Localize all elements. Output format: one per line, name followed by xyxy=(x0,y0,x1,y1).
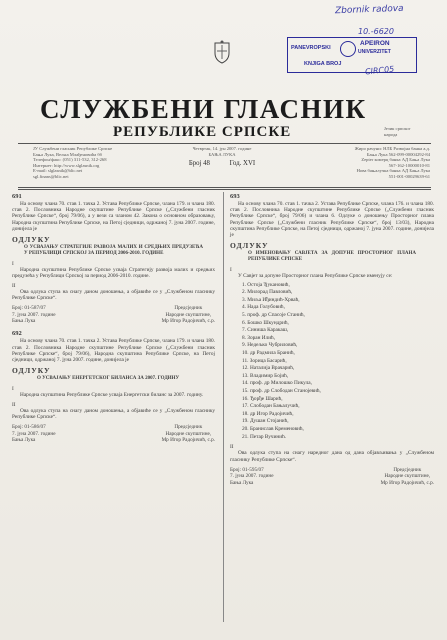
list-item: 15. проф. др Слободан Станојевић, xyxy=(242,387,321,394)
signature-block: Број: 01-587/07 7. јуна 2007. године Бања Лука Предсједник Народне скупштине, Мр Игор Радојичић, с.р. xyxy=(12,305,215,325)
signature-block: Број: 01-595/07 7. јуна 2007. године Бања Лука Предсједник Народне скупштине, Мр Игор Радојичић, с.р. xyxy=(230,466,434,486)
coat-of-arms-icon xyxy=(212,40,232,64)
library-stamp xyxy=(287,37,417,73)
stamp-right-mid-text: UNIVERZITET xyxy=(358,49,391,55)
page-subtitle: РЕПУБЛИКЕ СРПСКЕ xyxy=(113,124,292,140)
handwritten-note: Zbornik radova xyxy=(334,3,404,17)
issue-number: Број 48 Год. XVI xyxy=(188,160,256,168)
stamp-left-text: PANEVROPSKI xyxy=(291,45,331,51)
list-item: 5. проф. др Спасоје Станић, xyxy=(242,312,305,318)
stamp-bottom-text: KNJIGA BROJ xyxy=(304,61,342,67)
list-item: 20. Бранислав Кременовић, xyxy=(242,425,304,432)
publisher-info: ЈУ Службени гласник Републике Српске Бања Лука, Вељка Млађеновића бб Телефон/факс: (051) 311-532, 312-268 Интернет: http://www.slglasnik.org E-mail: slglasnik@blic.net sgl.finans@blic.net xyxy=(33,146,113,179)
left-column: 691 На основу члана 70. став 1. тачка 2. Устава Републике Српске, члана 179. и члана 180. став 2. Пословника Народне скупштине Републике Српске („Службени гласник Републике Српске“, број 79/06), а у вези са чланом 42. Закона о основном образовању, Народна скупштина Републике Српске, на Петој сједници, одржаној 7. јуна 2007. године, донијела је ОДЛУКУ О УСВАЈАЊУ СТРАТЕГИЈЕ РАЗВОЈА МАЛИХ И СРЕДЊИХ ПРЕДУЗЕЋА У РЕПУБЛИЦИ СРПСКОЈ ЗА ПЕРИОД 2006-2010. ГОДИНЕ I Народна скупштина Републике Српске усваја Стратегију развоја малих и средњих предузећа у Републици Српској за период 2006-2010. године. II Ова одлука ступа на снагу даном доношења, а објавиће се у „Службеном гласнику Републике Српске“. Број: 01-587/07 7. јуна 2007. године Бања Лука Предсједник Народне скупштине, Мр Игор Радојичић, с.р. 692 На основу члана 70. став 1. тачка 2. Устава Републике Српске, члана 179. и члана 180. став 2. Пословника Народне скупштине Републике Српске („Службени гласник Републике Српске“, број 79/06), Народна скупштина Републике Српске, на Петој сједници, одржаној 7. јуна 2007. године, донијела је ОДЛУКУ О УСВАЈАЊУ ЕНЕРГЕТСКОГ БИЛАНСА ЗА 2007. ГОДИНУ I Народна скупштина Републике Српске усваја Енергетски биланс за 2007. годину. II Ова одлука ступа на снагу даном доношења, а објавиће се у „Службеном гласнику Републике Српске“. Број: 01-586/07 7. јуна 2007. године Бања Лука Предсједник Народне скупштине, Мр Игор Радојичић, с.р. xyxy=(12,193,215,444)
list-item: 7. Синиша Каракаш, xyxy=(242,327,289,334)
language-note: Језик српског народа xyxy=(384,126,411,137)
list-item: 19. Душан Стојанић, xyxy=(242,418,289,425)
list-item: 11. Зорица Басарић, xyxy=(242,357,287,364)
list-item: 21. Петар Вучинић. xyxy=(242,433,287,440)
act-preamble: На основу члана 70. став 1. тачка 2. Устава Републике Српске, члана 179. и члана 180. став 2. Пословника Народне скупштине Републике Српске („Службени гласник Републике Српске“, број 79/06), а у вези са чланом 42. Закона о основном образовању, Народна скупштина Републике Српске, на Петој сједници, одржаној 7. јуна 2007. године, донијела је xyxy=(12,201,215,232)
list-item: 4. Нада Голубовић, xyxy=(242,304,285,311)
act-heading: ОДЛУКУ xyxy=(12,366,51,376)
handwritten-number: 10.-6620 xyxy=(358,27,394,36)
member-list xyxy=(230,282,434,441)
list-item: 2. Милорад Павловић, xyxy=(242,289,293,296)
list-item: 18. др Игор Радојичић, xyxy=(242,410,294,417)
act-heading: ОДЛУКУ xyxy=(12,235,51,245)
act-subject: О УСВАЈАЊУ ЕНЕРГЕТСКОГ БИЛАНСА ЗА 2007. ГОДИНУ xyxy=(37,376,180,382)
handwritten-code: CIRC05 xyxy=(364,64,395,77)
list-item: 14. проф. др Милошко Пикула, xyxy=(242,380,312,387)
list-item: 16. Ђорђе Шарић, xyxy=(242,395,283,402)
act-number: 691 xyxy=(12,193,22,200)
act-number: 692 xyxy=(12,330,22,338)
page-title: СЛУЖБЕНИ ГЛАСНИК xyxy=(40,94,367,124)
stamp-logo-icon xyxy=(340,41,356,57)
list-item: 9. Недељко Чубриловић, xyxy=(242,342,298,349)
act-subject: О УСВАЈАЊУ СТРАТЕГИЈЕ РАЗВОЈА МАЛИХ И СРЕДЊИХ ПРЕДУЗЕЋА У РЕПУБЛИЦИ СРПСКОЈ ЗА ПЕРИОД 2006-2010. ГОДИНЕ xyxy=(24,245,203,257)
list-item: 8. Зоран Илић, xyxy=(242,334,276,341)
right-column: 693 На основу члана 70. став 1. тачка 2. Устава Републике Српске, члана 176. и члана 180. став 2. Пословника Народне скупштине Републике Српске („Службени гласник Републике Српске“, број 79/06) и члана 6. Одлуке о доношењу Просторног плана Републике Српске („Службени гласник Републике Српске“, број 13/03), Народна скупштина Републике Српске, на Петој сједници, одржаној 7. јуна 2007. године, донијела је ОДЛУКУ О ИМЕНОВАЊУ САВЈЕТА ЗА ДОПУНЕ ПРОСТОРНОГ ПЛАНА РЕПУБЛИКЕ СРПСКЕ I У Савјет за допуне Просторног плана Републике Српске именују се: 1. Остоја Ђукановић, 2. Милорад Павловић, 3. Миља Иђиндић-Хрваћ, 4. Нада Голубовић, 5. проф. др Спасоје Станић, 6. Бошко Шкундрић, 7. Синиша Каракаш, 8. Зоран Илић, 9. Недељко Чубриловић, 10. др Радмила Бранић, 11. Зорица Басарић, 12. Наталија Врачарић, 13. Владимир Бојић, 14. проф. др Милошко Пикула, 15. проф. др Слободан Станојевић, 16. Ђорђе Шарић, 17. Слободан Бањалучић, 18. др Игор Радојичић, 19. Душан Стојанић, 20. Бранислав Кременовић, 21. Петар Вучинић. II Ова одлука ступа на снагу наредног дана од дана објављивања у „Службеном гласнику Републике Српске“. Број: 01-595/07 7. јуна 2007. године Бања Лука Предсједник Народне скупштине, Мр Игор Радојичић, с.р. xyxy=(230,193,434,486)
issue-info: Четвртак, 14. јун 2007. године БАЊА ЛУКА Број 48 Год. XVI xyxy=(157,146,287,168)
signature-block: Број: 01-586/07 7. јуна 2007. године Бања Лука Предсједник Народне скупштине, Мр Игор Радојичић, с.р. xyxy=(12,424,215,444)
act-preamble: На основу члана 70. став 1. тачка 2. Устава Републике Српске, члана 179. и члана 180. став 2. Пословника Народне скупштине Републике Српске („Службени гласник Републике Српске“, број 79/06), Народна скупштина Републике Српске, на Петој сједници, одржаној 7. јуна 2007. године, донијела је xyxy=(12,338,215,364)
act-preamble: На основу члана 70. став 1. тачка 2. Устава Републике Српске, члана 176. и члана 180. став 2. Пословника Народне скупштине Републике Српске („Службени гласник Републике Српске“, број 79/06) и члана 6. Одлуке о доношењу Просторног плана Републике Српске („Службени гласник Републике Српске“, број 13/03), Народна скупштина Републике Српске, на Петој сједници, одржаној 7. јуна 2007. године, донијела је xyxy=(230,201,434,239)
list-item: 3. Миља Иђиндић-Хрваћ, xyxy=(242,296,300,303)
list-item: 6. Бошко Шкундрић, xyxy=(242,319,289,326)
list-item: 13. Владимир Бојић, xyxy=(242,372,289,379)
list-item: 17. Слободан Бањалучић, xyxy=(242,403,300,410)
bank-accounts: Жиро рачуни: НЛБ Развојна банка а.д. Бања Лука 562-099-00004292-84 Zepter комерц банка АД Бања Лука 567-162-10000010-81 Нова бањалучка банка АД Бања Лука 551-001-00029639-61 xyxy=(354,146,430,179)
act-subject: О ИМЕНОВАЊУ САВЈЕТА ЗА ДОПУНЕ ПРОСТОРНОГ ПЛАНА РЕПУБЛИКЕ СРПСКЕ xyxy=(248,251,416,263)
stamp-right-top-text: APEIRON xyxy=(360,40,390,47)
act-heading: ОДЛУКУ xyxy=(230,241,269,251)
list-item: 10. др Радмила Бранић, xyxy=(242,349,295,356)
act-number: 693 xyxy=(230,193,240,200)
list-item: 1. Остоја Ђукановић, xyxy=(242,281,290,288)
issue-year: Год. XVI xyxy=(229,160,256,168)
list-item: 12. Наталија Врачарић, xyxy=(242,365,295,372)
